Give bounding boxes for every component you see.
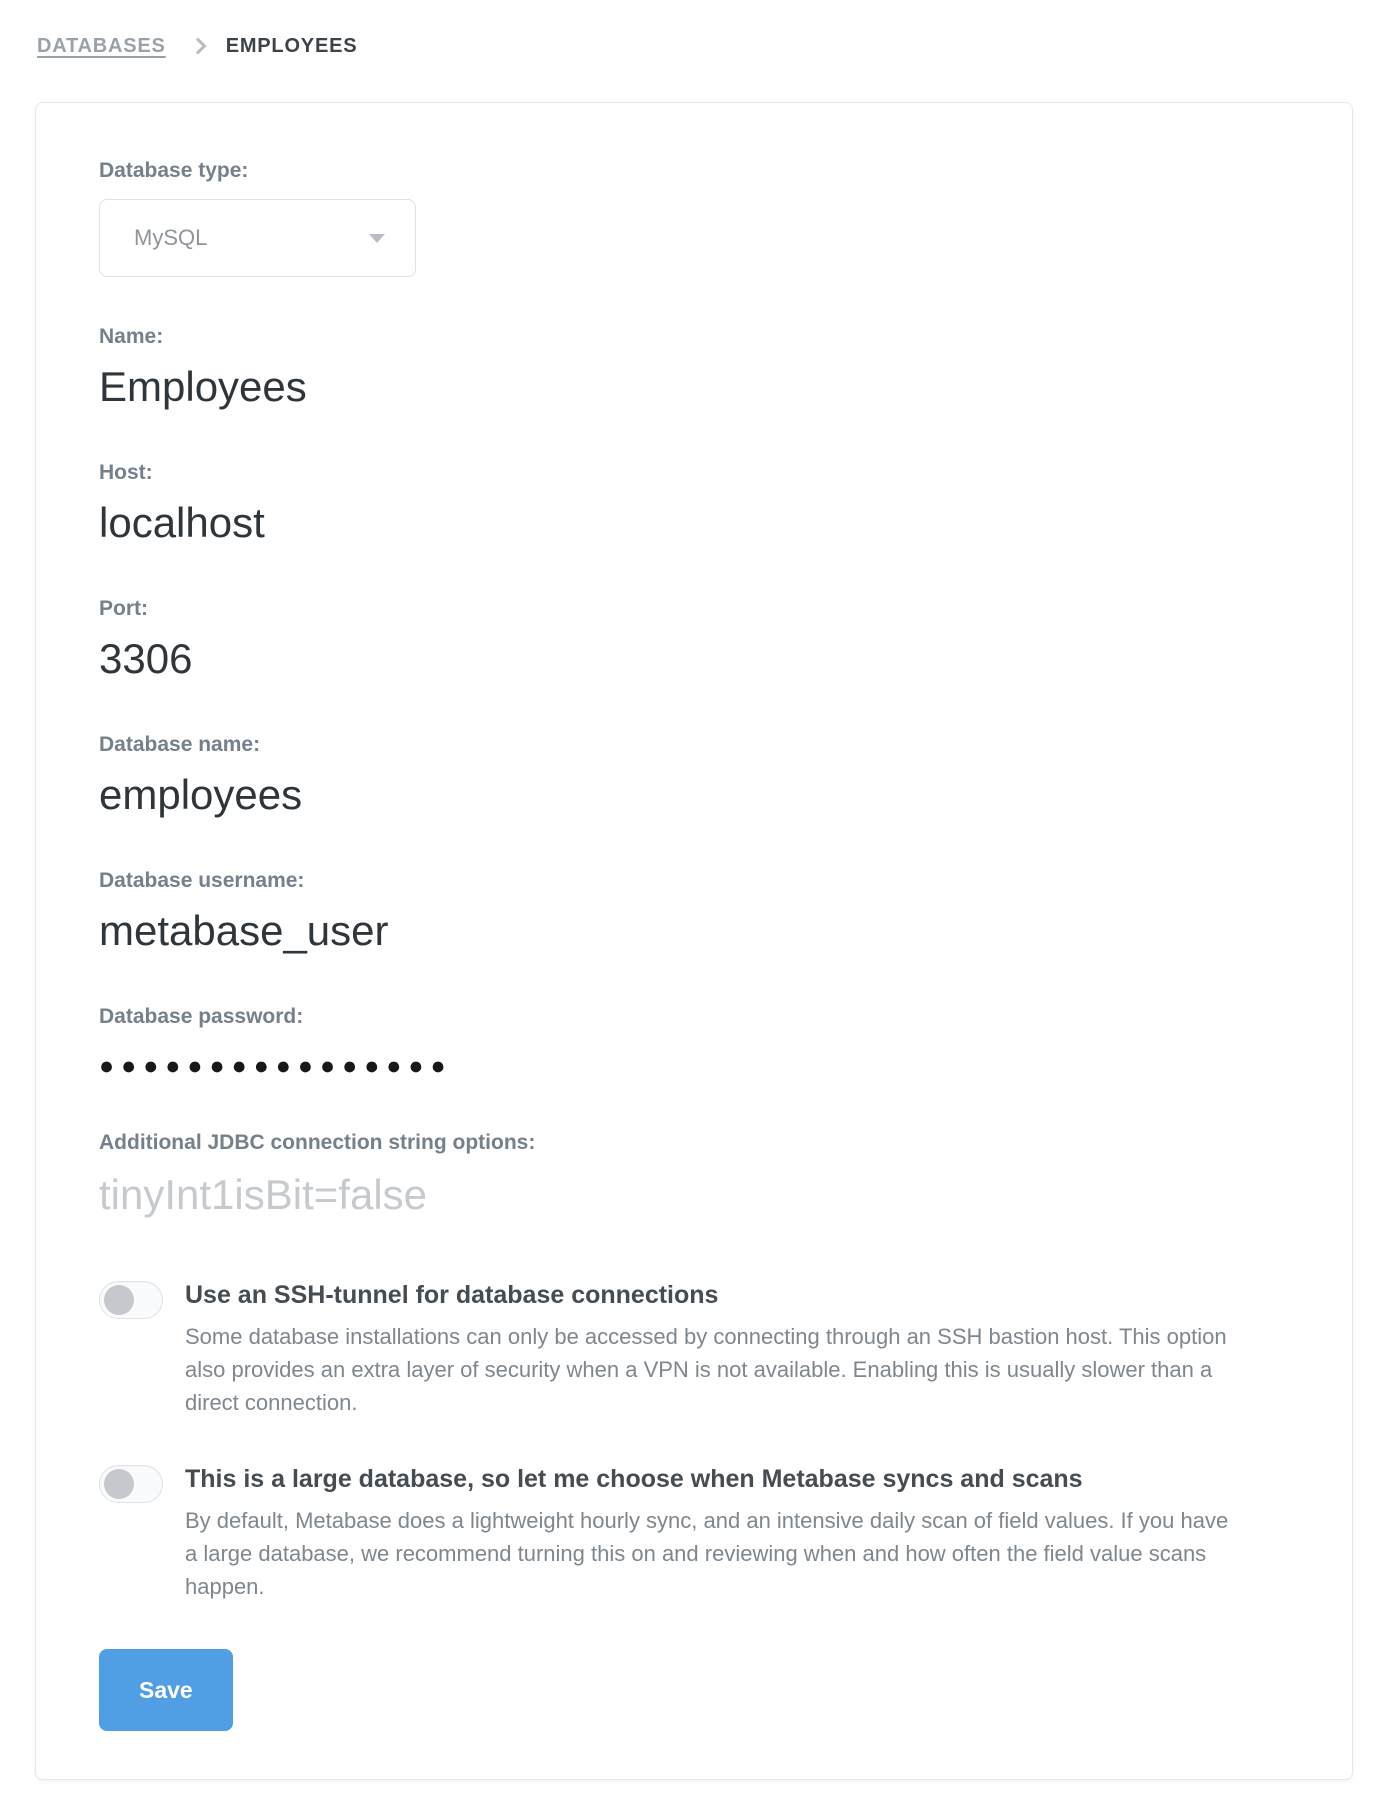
database-username-label: Database username:: [99, 869, 305, 892]
ssh-tunnel-description: Some database installations can only be accessed by connecting through an SSH bastion host. This option also provides an extra layer of security when a VPN is not available. Enabling this is usually slower than a direct connection.: [185, 1324, 1227, 1415]
jdbc-options-input[interactable]: [99, 1167, 1099, 1223]
field-database-type: [99, 159, 1292, 277]
large-database-text: [185, 1463, 1245, 1603]
breadcrumb-current: EMPLOYEES: [225, 34, 358, 57]
host-label: Host:: [99, 461, 153, 484]
ssh-tunnel-toggle[interactable]: [99, 1281, 163, 1319]
database-password-input[interactable]: ●●●●●●●●●●●●●●●●: [99, 1052, 453, 1080]
field-database-name: [99, 733, 1292, 823]
database-name-input[interactable]: [99, 767, 1099, 823]
ssh-tunnel-title: Use an SSH-tunnel for database connections: [185, 1281, 719, 1309]
database-password-label: Database password:: [99, 1005, 304, 1028]
field-port: [99, 597, 1292, 687]
field-database-password: [99, 1005, 1292, 1081]
port-input[interactable]: [99, 631, 1099, 687]
field-jdbc-options: [99, 1131, 1292, 1223]
database-type-label: Database type:: [99, 159, 249, 182]
breadcrumb-link-databases[interactable]: DATABASES: [37, 34, 166, 57]
ssh-tunnel-text: [185, 1279, 1245, 1419]
breadcrumb: [0, 0, 1388, 58]
database-edit-card: [35, 102, 1353, 1780]
database-username-input[interactable]: [99, 903, 1099, 959]
toggle-knob: [104, 1469, 134, 1499]
name-input[interactable]: [99, 359, 1099, 415]
save-row: [99, 1649, 1292, 1731]
large-database-setting: [99, 1463, 1292, 1603]
field-host: [99, 461, 1292, 551]
field-database-username: [99, 869, 1292, 959]
name-label: Name:: [99, 325, 164, 348]
chevron-right-icon: [189, 38, 206, 55]
ssh-tunnel-setting: [99, 1279, 1292, 1419]
jdbc-options-label: Additional JDBC connection string options:: [99, 1131, 536, 1154]
database-name-label: Database name:: [99, 733, 261, 756]
database-type-select[interactable]: [99, 199, 416, 277]
database-type-value: MySQL: [134, 225, 208, 250]
save-button[interactable]: Save: [99, 1649, 233, 1731]
large-database-title: This is a large database, so let me choose when Metabase syncs and scans: [185, 1465, 1083, 1493]
large-database-description: By default, Metabase does a lightweight hourly sync, and an intensive daily scan of field values. If you have a large database, we recommend turning this on and reviewing when and how often the field value scans happen.: [185, 1508, 1229, 1599]
large-database-toggle[interactable]: [99, 1465, 163, 1503]
chevron-down-icon: [369, 234, 385, 243]
field-name: [99, 325, 1292, 415]
host-input[interactable]: [99, 495, 1099, 551]
toggle-knob: [104, 1285, 134, 1315]
port-label: Port:: [99, 597, 148, 620]
